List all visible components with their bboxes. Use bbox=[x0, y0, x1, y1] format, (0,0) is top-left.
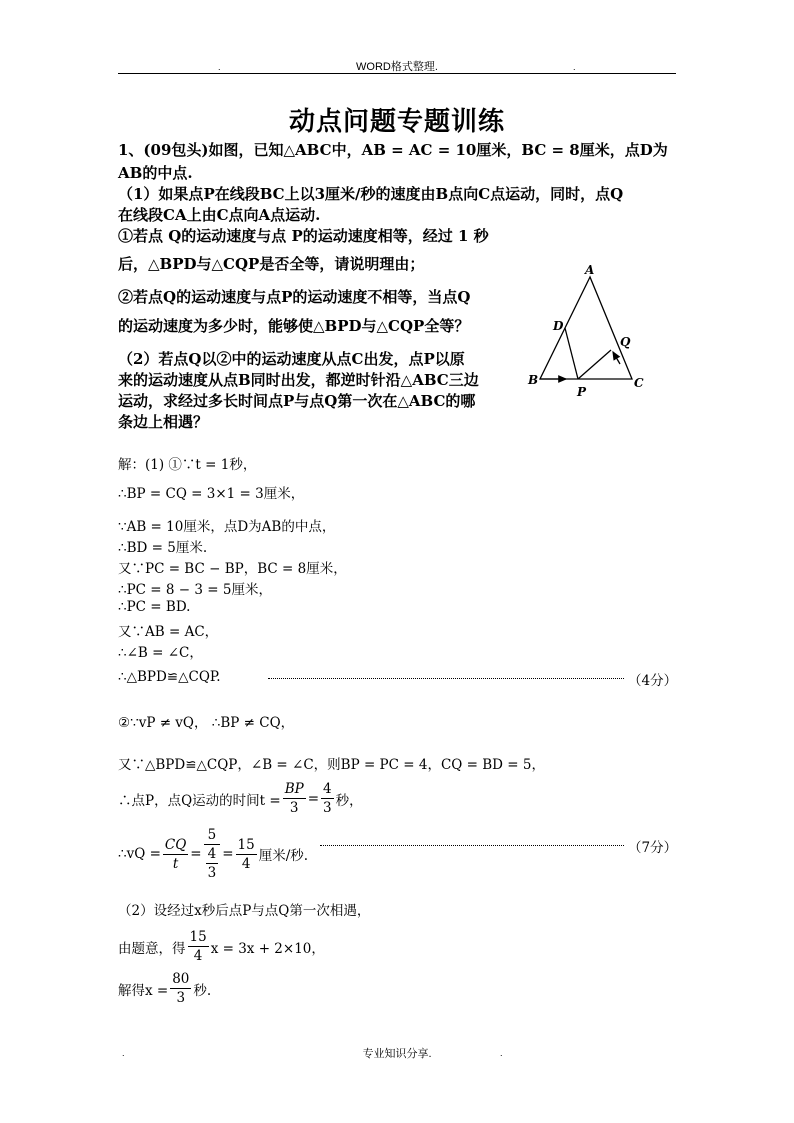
solution-line-9: ∴∠B = ∠C， bbox=[118, 645, 203, 661]
page-title: 动点问题专题训练 bbox=[288, 107, 505, 137]
label-b: B bbox=[528, 373, 539, 387]
fraction-5-over-4-3: 5 4 3 bbox=[204, 826, 221, 882]
leader-dots-2 bbox=[320, 845, 624, 846]
solution-line-13: ∴点P，点Q运动的时间t = $\frac{BP}{3}$ = $\frac{4}{3}$ 秒， bbox=[118, 781, 363, 816]
page-footer: 专业知识分享. bbox=[362, 1048, 432, 1060]
triangle-figure bbox=[522, 262, 652, 402]
solution-line-17: 解得x = $\frac{80}{3}$ 秒. bbox=[118, 971, 212, 1006]
problem-line-11: 运动，求经过多长时间点P与点Q第一次在△ABC的哪 bbox=[118, 392, 476, 410]
page-header: WORD格式整理. bbox=[356, 61, 438, 73]
problem-line-12: 条边上相遇？ bbox=[118, 413, 209, 431]
label-q: Q bbox=[620, 335, 631, 349]
problem-line-7: ②若点Q的运动速度与点P的运动速度不相等，当点Q bbox=[118, 288, 471, 306]
fraction-cq-t: $\frac{CQ}{t}$ bbox=[164, 836, 187, 872]
solution-line-14: ∴vQ = $\frac{CQ}{t}$ = 5 4 3 = $\frac{15}{4}$ 厘米/秒. bbox=[118, 827, 309, 881]
solution-line-2: ∴BP = CQ = 3×1 = 3厘米， bbox=[118, 486, 305, 502]
segment-dp bbox=[565, 328, 578, 379]
solution-line-16: 由题意，得 $\frac{15}{4}$ x = 3x + 2×10， bbox=[118, 929, 325, 964]
score-7: （7分） bbox=[628, 840, 678, 856]
footer-dot-right: . bbox=[500, 1048, 503, 1058]
fraction-15-4-b: $\frac{15}{4}$ bbox=[189, 929, 207, 964]
header-dot-right: . bbox=[573, 62, 576, 72]
problem-line-8: 的运动速度为多少时，能够使△BPD与△CQP全等？ bbox=[118, 317, 470, 335]
arrow-q bbox=[613, 352, 620, 364]
fraction-15-4: $\frac{15}{4}$ bbox=[237, 836, 255, 872]
solution-line-3: ∵AB = 10厘米，点D为AB的中点， bbox=[118, 519, 336, 535]
problem-line-4: 在线段CA上由C点向A点运动. bbox=[118, 206, 321, 224]
problem-line-3: （1）如果点P在线段BC上以3厘米/秒的速度由B点向C点运动，同时，点Q bbox=[118, 185, 624, 203]
problem-line-5: ①若点 Q的运动速度与点 P的运动速度相等，经过 1 秒 bbox=[118, 227, 489, 245]
solution-line-10: ∴△BPD≌△CQP. bbox=[118, 669, 221, 685]
problem-line-1: 1、(09包头)如图，已知△ABC中，AB = AC = 10厘米，BC = 8厘米，点D为 bbox=[118, 141, 668, 159]
fraction-80-3: $\frac{80}{3}$ bbox=[172, 971, 190, 1006]
label-p: P bbox=[577, 385, 587, 399]
label-c: C bbox=[634, 376, 644, 390]
problem-line-2: AB的中点. bbox=[118, 164, 193, 182]
solution-line-8: 又∵AB = AC， bbox=[118, 624, 219, 640]
solution-line-4: ∴BD = 5厘米. bbox=[118, 540, 208, 556]
solution-line-7: ∴PC = BD. bbox=[118, 599, 191, 615]
solution-line-6: ∴PC = 8 − 3 = 5厘米， bbox=[118, 582, 272, 598]
problem-line-10: 来的运动速度从点B同时出发，都逆时针沿△ABC三边 bbox=[118, 371, 479, 389]
score-4: （4分） bbox=[628, 673, 678, 689]
problem-line-6: 后，△BPD与△CQP是否全等，请说明理由； bbox=[118, 255, 425, 273]
label-a: A bbox=[585, 263, 595, 277]
solution-line-5: 又∵PC = BC − BP，BC = 8厘米， bbox=[118, 561, 347, 577]
leader-dots-1 bbox=[268, 678, 624, 679]
label-d: D bbox=[553, 319, 564, 333]
solution-line-11: ②∵vP ≠ vQ， ∴BP ≠ CQ， bbox=[118, 715, 295, 731]
fraction-bp-3: $\frac{BP}{3}$ bbox=[284, 781, 304, 816]
footer-dot-left: . bbox=[122, 1048, 125, 1058]
fraction-4-3: $\frac{4}{3}$ bbox=[323, 781, 332, 816]
header-divider bbox=[118, 73, 676, 74]
header-dot-left: . bbox=[218, 62, 221, 72]
time-prefix: ∴点P，点Q运动的时间t = bbox=[118, 792, 281, 809]
solution-line-12: 又∵△BPD≌△CQP，∠B = ∠C，则BP = PC = 4，CQ = BD = 5， bbox=[118, 757, 545, 773]
solution-line-15: （2）设经过x秒后点P与点Q第一次相遇， bbox=[118, 903, 371, 919]
segment-pq bbox=[578, 350, 611, 379]
problem-line-9: （2）若点Q以②中的运动速度从点C出发，点P以原 bbox=[118, 350, 465, 368]
solution-line-1: 解：(1) ①∵t = 1秒， bbox=[118, 457, 257, 473]
